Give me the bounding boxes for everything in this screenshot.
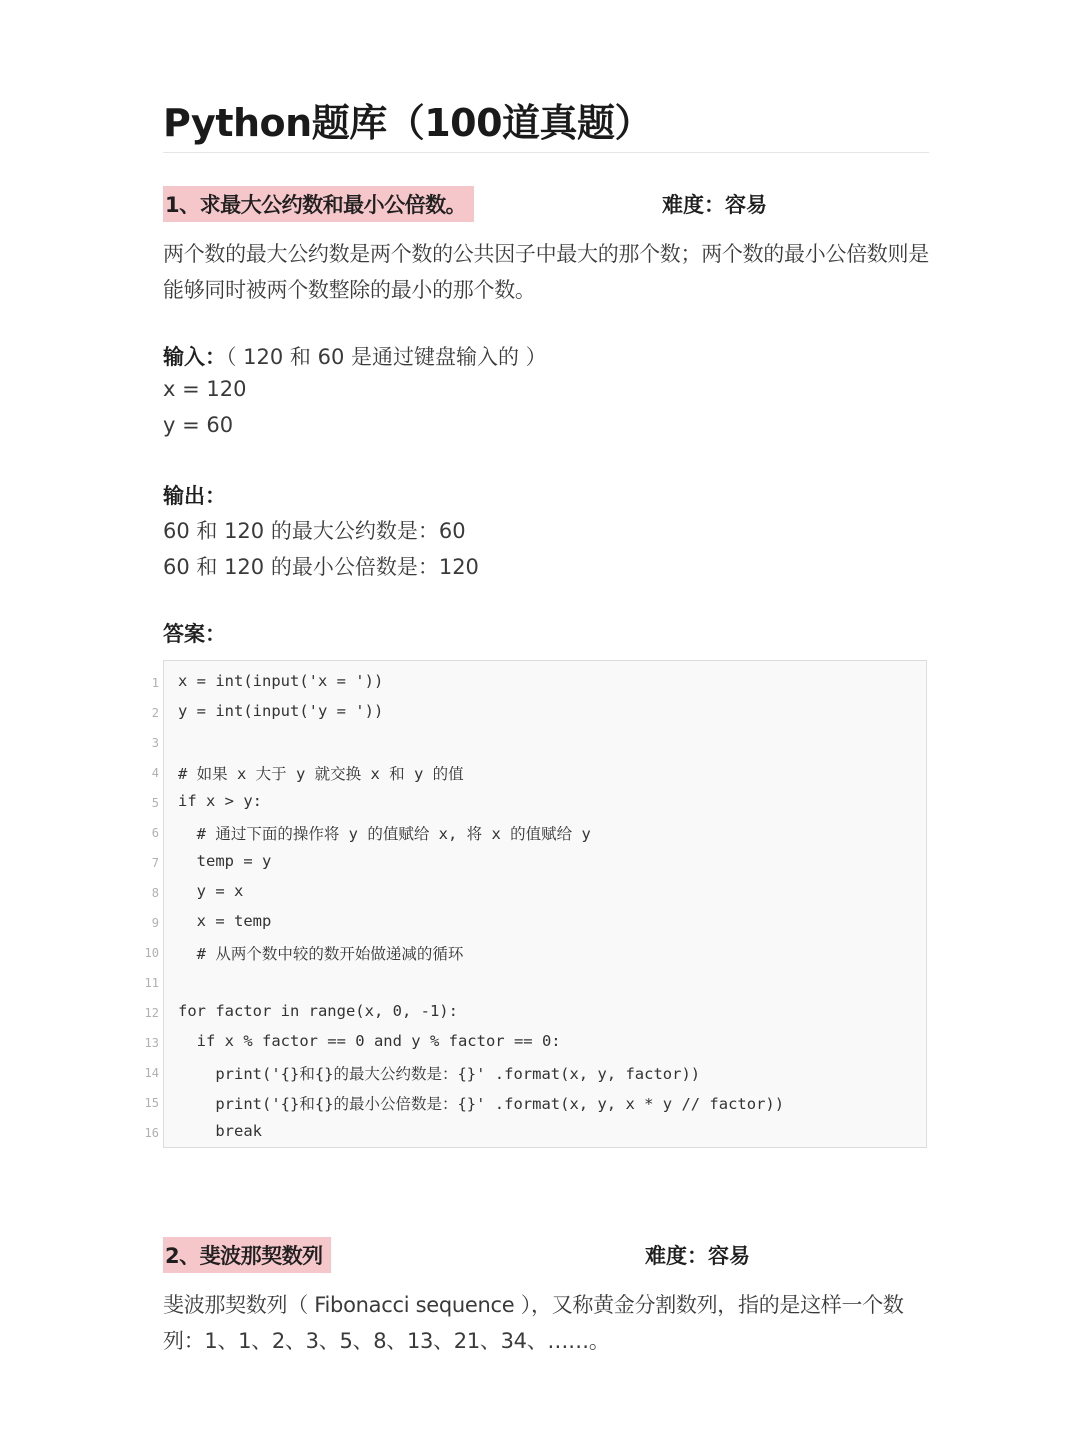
output-line-lcm: 60 和 120 的最小公倍数是：120 — [163, 555, 479, 579]
code-line: break — [178, 1122, 262, 1140]
line-number: 5 — [151, 796, 159, 810]
question-1-header — [163, 186, 929, 220]
input-line-y: y = 60 — [163, 413, 234, 437]
question-2-difficulty: 难度：容易 — [645, 1244, 750, 1268]
output-line-gcd: 60 和 120 的最大公约数是：60 — [163, 519, 466, 543]
code-line: y = int(input('y = ')) — [178, 702, 384, 720]
code-line: if x % factor == 0 and y % factor == 0: — [178, 1032, 561, 1050]
page-title: Python题库（100道真题） — [163, 101, 653, 145]
line-number: 11 — [144, 976, 159, 990]
question-1-description: 两个数的最大公约数是两个数的公共因子中最大的那个数；两个数的最小公倍数则是能够同时被两个数整除的最小的那个数。 — [163, 242, 929, 302]
line-number: 6 — [151, 826, 159, 840]
code-line: if x > y: — [178, 792, 262, 810]
code-line: x = temp — [178, 912, 272, 930]
question-2-title: 2、斐波那契数列 — [163, 1237, 331, 1273]
question-1-title: 1、求最大公约数和最小公倍数。 — [163, 186, 474, 222]
code-line: x = int(input('x = ')) — [178, 672, 384, 690]
answer-label: 答案： — [163, 622, 226, 646]
line-number: 15 — [144, 1096, 159, 1110]
line-number: 4 — [151, 766, 159, 780]
input-note: （ 120 和 60 是通过键盘输入的 ） — [226, 345, 547, 369]
line-number: 10 — [144, 946, 159, 960]
code-line: # 如果 x 大于 y 就交换 x 和 y 的值 — [178, 765, 464, 783]
code-line: # 从两个数中较的数开始做递减的循环 — [178, 945, 464, 963]
line-number: 7 — [151, 856, 159, 870]
question-2-header — [163, 1237, 929, 1271]
question-1-input-row — [163, 341, 547, 371]
input-line-x: x = 120 — [163, 377, 247, 401]
line-number: 9 — [151, 916, 159, 930]
input-label: 输入： — [163, 345, 226, 369]
code-line: print('{}和{}的最大公约数是：{}' .format(x, y, factor)) — [178, 1065, 701, 1083]
line-number: 12 — [144, 1006, 159, 1020]
title-divider — [163, 152, 929, 153]
code-line: temp = y — [178, 852, 272, 870]
line-number: 1 — [151, 676, 159, 690]
line-number: 16 — [144, 1126, 159, 1140]
line-number: 2 — [151, 706, 159, 720]
line-number: 3 — [151, 736, 159, 750]
code-line: for factor in range(x, 0, -1): — [178, 1002, 458, 1020]
question-1-difficulty: 难度：容易 — [662, 193, 767, 217]
line-number: 13 — [144, 1036, 159, 1050]
line-number: 8 — [151, 886, 159, 900]
output-label: 输出： — [163, 484, 226, 508]
code-block — [163, 660, 927, 1148]
question-2-description: 斐波那契数列（ Fibonacci sequence ），又称黄金分割数列，指的是这样一个数列：1、1、2、3、5、8、13、21、34、……。 — [163, 1293, 904, 1353]
line-number: 14 — [144, 1066, 159, 1080]
code-line: y = x — [178, 882, 244, 900]
code-line: # 通过下面的操作将 y 的值赋给 x, 将 x 的值赋给 y — [178, 825, 591, 843]
code-line: print('{}和{}的最小公倍数是：{}' .format(x, y, x * y // factor)) — [178, 1095, 785, 1113]
